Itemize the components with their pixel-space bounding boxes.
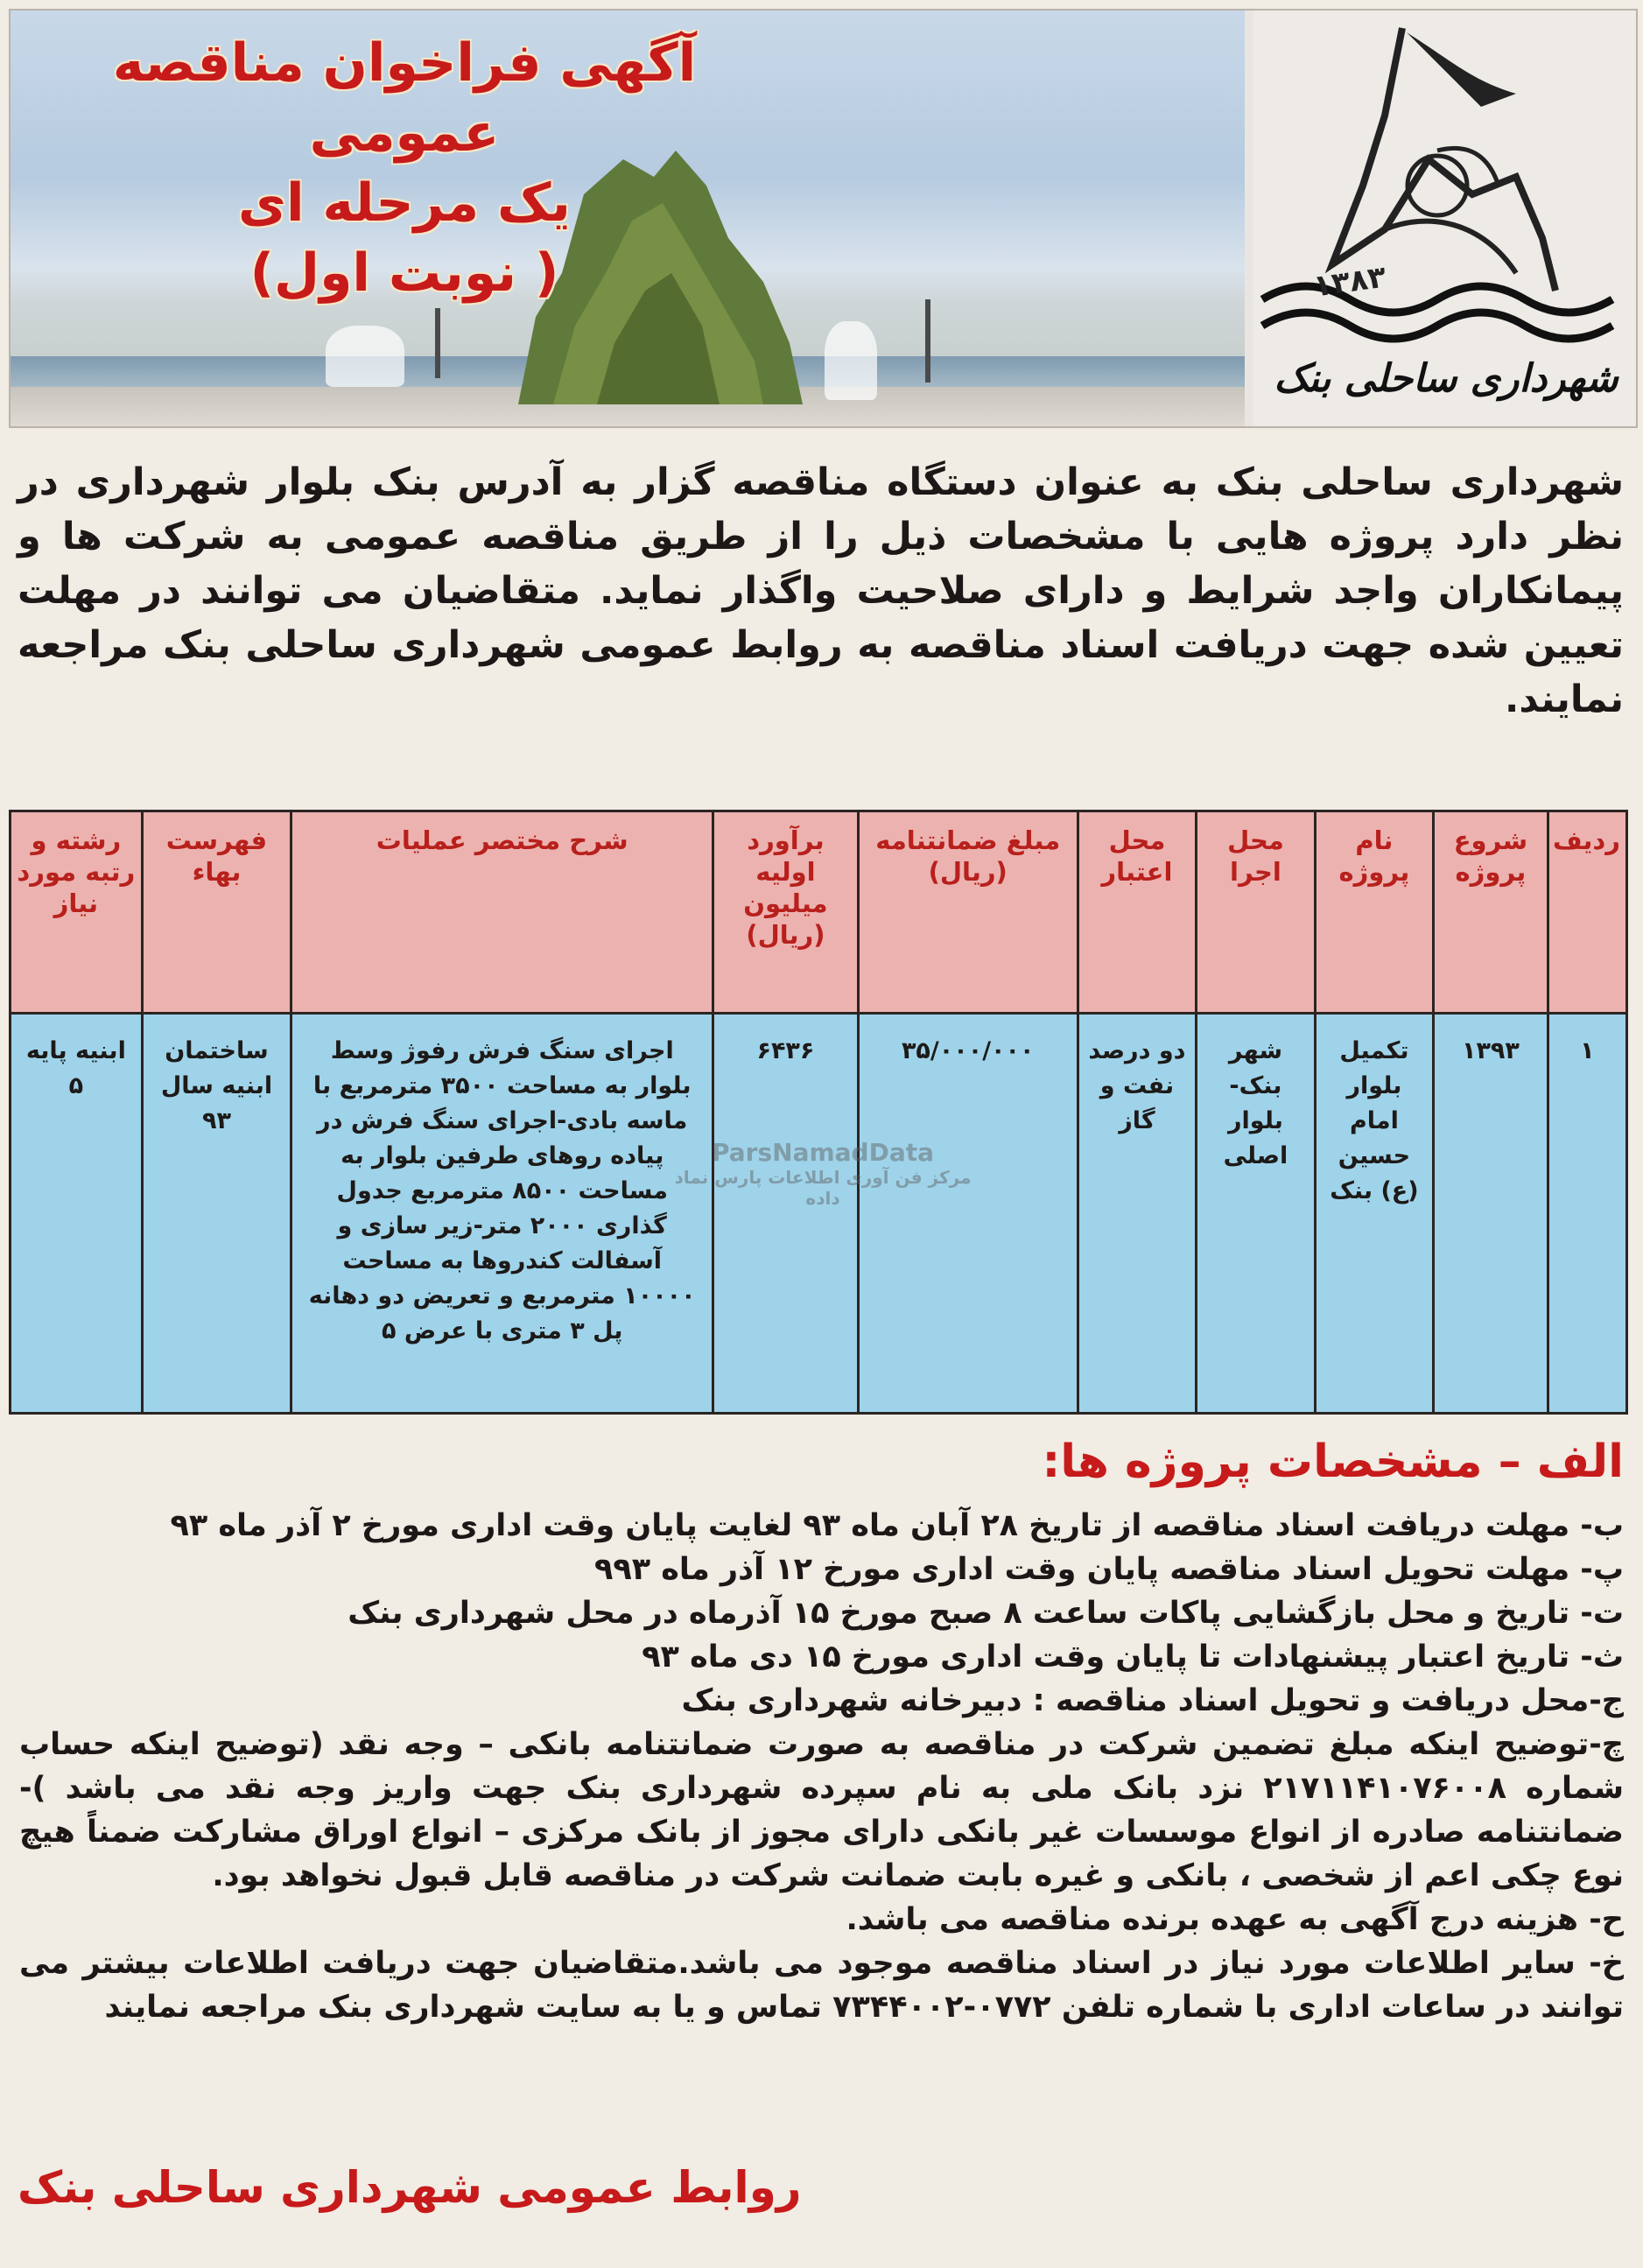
street-pole xyxy=(925,299,930,383)
cell-project-start: ۱۳۹۳ xyxy=(1434,1014,1548,1414)
header-row-number: ردیف xyxy=(1548,811,1626,1014)
header-location: محل اجرا xyxy=(1197,811,1316,1014)
notice-title xyxy=(11,28,798,308)
footer-signature: روابط عمومی شهرداری ساحلی بنک xyxy=(18,2162,802,2213)
title-line-1: آگهی فراخوان مناقصه عمومی xyxy=(112,32,697,164)
cell-location: شهر بنک- بلوار اصلی xyxy=(1197,1014,1316,1414)
logo-name: شهرداری ساحلی بنک xyxy=(1274,356,1618,401)
projects-table xyxy=(9,810,1628,1415)
header-guarantee-amount: مبلغ ضمانتنامه (ریال) xyxy=(858,811,1078,1014)
fountain-spray xyxy=(825,321,877,400)
condition-item: ب- مهلت دریافت اسناد مناقصه از تاریخ ۲۸ آبان ماه ۹۳ لغایت پایان وقت اداری مورخ ۲ آذر ماه ۹۳ xyxy=(170,1508,1624,1543)
cell-operations-description: اجرای سنگ فرش رفوژ وسط بلوار به مساحت ۳۵۰۰ مترمربع با ماسه بادی-اجرای سنگ فرش در پیاده روهای طرفین بلوار به مساحت ۸۵۰۰ مترمربع جدول گذاری ۲۰۰۰ متر-زیر سازی و آسفالت کندروها به مساحت ۱۰۰۰۰ مترمربع و تعریض دو دهانه پل ۳ متری با عرض ۵ xyxy=(291,1014,713,1414)
watermark-sub: مرکز فن آوری اطلاعات پارس نماد داده xyxy=(674,1167,972,1209)
condition-item: ت- تاریخ و محل بازگشایی پاکات ساعت ۸ صبح مورخ ۱۵ آذرماه در محل شهرداری بنک xyxy=(348,1596,1624,1631)
title-line-3: ( نوبت اول) xyxy=(249,242,559,304)
header-required-field: رشته و رتبه مورد نیاز xyxy=(11,811,143,1014)
cell-row-number: ۱ xyxy=(1548,1014,1626,1414)
condition-item: ج-محل دریافت و تحویل اسناد مناقصه : دبیرخانه شهرداری بنک xyxy=(681,1683,1624,1718)
condition-item: پ- مهلت تحویل اسناد مناقصه پایان وقت اداری مورخ ۱۲ آذر ماه ۹۹۳ xyxy=(593,1552,1624,1587)
condition-item: چ-توضیح اینکه مبلغ تضمین شرکت در مناقصه به صورت ضمانتنامه بانکی – وجه نقد (توضیح اینکه حساب شماره ۲۱۷۱۱۴۱۰۷۶۰۰۸ نزد بانک ملی به نام سپرده شهرداری بنک جهت واریز وجه نقد می باشد )- ضمانتنامه صادره از انواع موسسات غیر بانکی دارای مجوز از بانک مرکزی – انواع اوراق مشارکت ضمناً هیچ نوع چکی اعم از شخصی ، بانکی و غیره بابت ضمانت شرکت در مناقصه قابل قبول نخواهد بود. xyxy=(19,1727,1624,1893)
table-row xyxy=(11,1014,1627,1414)
table-header-row xyxy=(11,811,1627,1014)
header-operations-description: شرح مختصر عملیات xyxy=(291,811,713,1014)
cell-credit-source: دو درصد نفت و گاز xyxy=(1078,1014,1197,1414)
title-line-2: یک مرحله ای xyxy=(238,172,571,234)
header-project-name: نام پروژه xyxy=(1315,811,1434,1014)
header-price-list: فهرست بهاء xyxy=(142,811,291,1014)
intro-paragraph: شهرداری ساحلی بنک به عنوان دستگاه مناقصه گزار به آدرس بنک بلوار شهرداری در نظر دارد پروژه هایی با مشخصات ذیل را از طریق مناقصه عمومی به شرکت ها و پیمانکاران واجد شرایط و دارای صلاحیت واگذار نماید. متقاضیان می توانند در مهلت تعیین شده جهت دریافت اسناد مناقصه به روابط عمومی شهرداری ساحلی بنک مراجعه نمایند. xyxy=(18,460,1624,721)
street-pole xyxy=(435,308,440,378)
cell-initial-estimate: ۶۴۳۶ xyxy=(713,1014,859,1414)
cell-project-name: تکمیل بلوار امام حسین (ع) بنک xyxy=(1315,1014,1434,1414)
watermark-main: ParsNamadData xyxy=(712,1138,934,1167)
cell-price-list: ساختمان ابنیه سال ۹۳ xyxy=(142,1014,291,1414)
logo-emblem-icon xyxy=(1253,11,1636,361)
header-photo xyxy=(11,11,1245,426)
condition-item: ث- تاریخ اعتبار پیشنهادات تا پایان وقت اداری مورخ ۱۵ دی ماه ۹۳ xyxy=(642,1640,1624,1675)
cell-required-field: ابنیه پایه ۵ xyxy=(11,1014,143,1414)
watermark xyxy=(665,1138,980,1209)
header-banner xyxy=(9,9,1638,428)
conditions-list xyxy=(19,1504,1624,2029)
cell-guarantee-amount: ۳۵/۰۰۰/۰۰۰ xyxy=(858,1014,1078,1414)
conditions-heading: الف – مشخصات پروژه ها: xyxy=(1042,1436,1624,1488)
header-initial-estimate: برآورد اولیه میلیون (ریال) xyxy=(713,811,859,1014)
fountain-spray xyxy=(326,326,404,387)
condition-item: خ- سایر اطلاعات مورد نیاز در اسناد مناقصه موجود می باشد.متقاضیان جهت دریافت اطلاعات بیشتر می توانند در ساعات اداری با شماره تلفن ۰۷۷۲-۷۳۴۴۰۰۲ تماس و یا به سایت شهرداری بنک مراجعه نمایند xyxy=(19,1946,1624,2025)
header-project-start: شروع پروژه xyxy=(1434,811,1548,1014)
condition-item: ح- هزینه درج آگهی به عهده برنده مناقصه می باشد. xyxy=(846,1902,1624,1937)
logo-year: ۱۳۸۳ xyxy=(1311,259,1388,305)
header-credit-source: محل اعتبار xyxy=(1078,811,1197,1014)
